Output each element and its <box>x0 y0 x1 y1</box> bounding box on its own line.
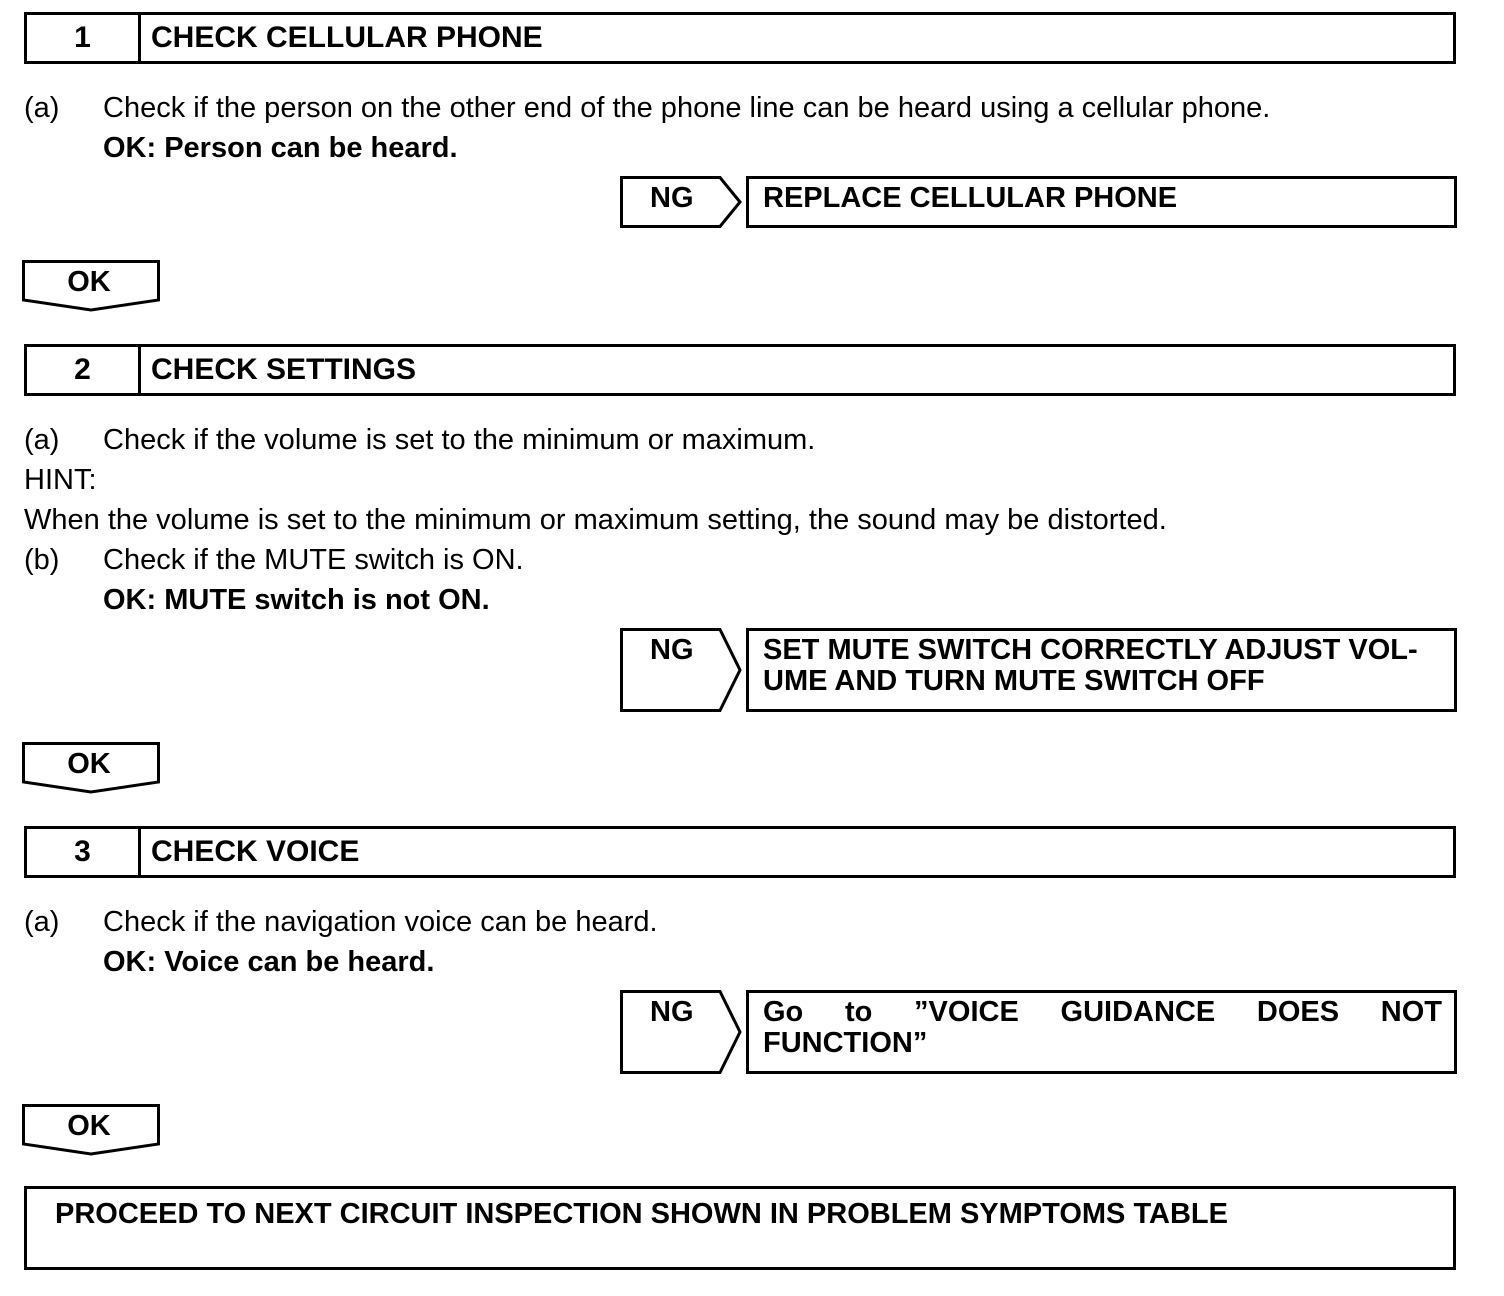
item-label: (b) <box>24 544 60 576</box>
ng-arrow <box>620 176 742 228</box>
step-2-header <box>24 344 1456 396</box>
ng-action-box <box>746 176 1457 228</box>
ng-label: NG <box>650 634 694 666</box>
step-title: CHECK VOICE <box>151 835 360 868</box>
item-text: Check if the navigation voice can be heard. <box>103 906 658 938</box>
final-action-text: PROCEED TO NEXT CIRCUIT INSPECTION SHOWN IN PROBLEM SYMPTOMS TABLE <box>55 1198 1228 1230</box>
hint-text: When the volume is set to the minimum or maximum setting, the sound may be distorted. <box>24 504 1167 536</box>
step-title: CHECK SETTINGS <box>151 353 417 386</box>
ng-action-text: REPLACE CELLULAR PHONE <box>763 182 1178 214</box>
step-number: 2 <box>27 347 141 393</box>
ok-criterion: OK: MUTE switch is not ON. <box>103 584 490 616</box>
ng-label: NG <box>650 996 694 1028</box>
ok-label: OK <box>67 1110 111 1142</box>
ok-arrow <box>22 1104 162 1156</box>
step-3-header <box>24 826 1456 878</box>
ok-criterion: OK: Person can be heard. <box>103 132 458 164</box>
item-label: (a) <box>24 92 60 124</box>
step-title: CHECK CELLULAR PHONE <box>151 21 543 54</box>
item-text: Check if the volume is set to the minimum or maximum. <box>103 424 816 456</box>
ok-label: OK <box>67 266 111 298</box>
ng-arrow <box>620 628 742 712</box>
item-label: (a) <box>24 906 60 938</box>
hint-label: HINT: <box>24 464 97 496</box>
ng-arrow <box>620 990 742 1074</box>
ng-action-text: Go to ”VOICE GUIDANCE DOES NOT FUNCTION” <box>763 996 1442 1059</box>
ok-label: OK <box>67 748 111 780</box>
item-label: (a) <box>24 424 60 456</box>
ok-arrow <box>22 742 162 794</box>
final-action-box <box>24 1186 1456 1270</box>
step-1-header <box>24 12 1456 64</box>
item-text: Check if the person on the other end of the phone line can be heard using a cellular phone. <box>103 92 1271 124</box>
ok-arrow <box>22 260 162 312</box>
ng-label: NG <box>650 182 694 214</box>
item-text: Check if the MUTE switch is ON. <box>103 544 524 576</box>
step-number: 3 <box>27 829 141 875</box>
ok-criterion: OK: Voice can be heard. <box>103 946 435 978</box>
ng-action-text: SET MUTE SWITCH CORRECTLY ADJUST VOL- UME AND TURN MUTE SWITCH OFF <box>763 634 1418 697</box>
ng-action-box <box>746 990 1457 1074</box>
step-number: 1 <box>27 15 141 61</box>
ng-action-box <box>746 628 1457 712</box>
